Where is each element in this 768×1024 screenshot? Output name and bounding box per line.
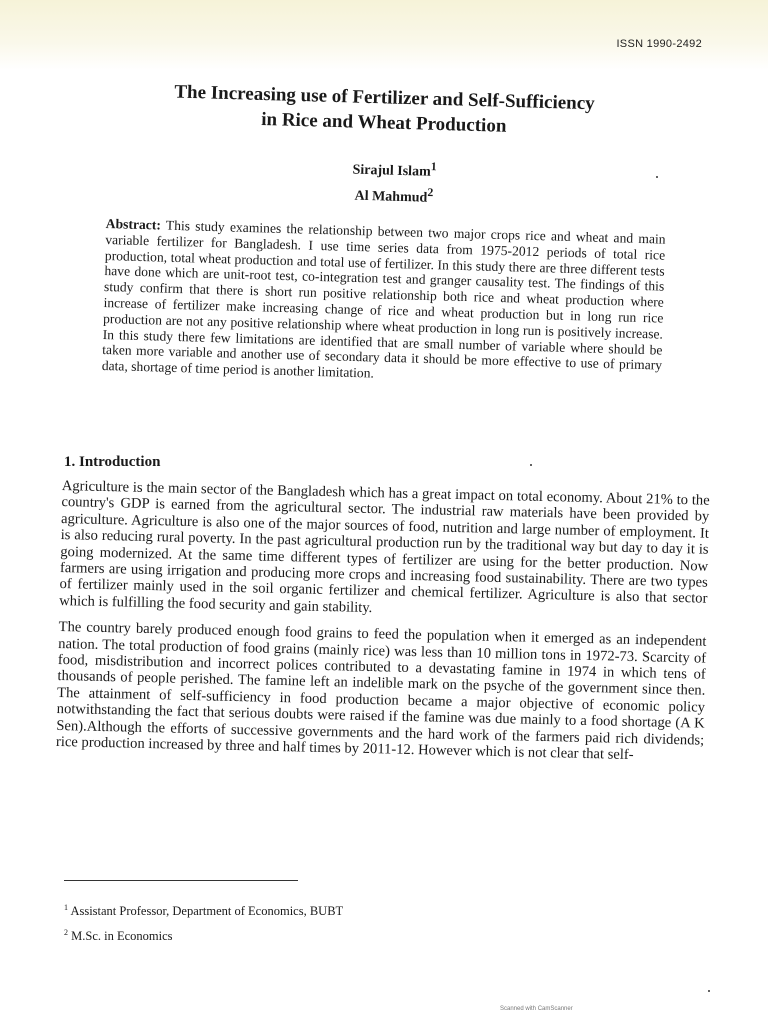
speck [708, 990, 710, 992]
author-block [319, 154, 470, 209]
abstract-label: Abstract: [105, 216, 162, 233]
intro-paragraph-1: Agriculture is the main sector of the Bangladesh which has a great impact on total economy. About 21% to the country's GDP is earned from the agricultural sector. The industrial raw materials have been provided by agriculture. Agriculture is also one of the major sources of food, nutrition and large number of employment. It is also reducing rural poverty. In the past agricultural production run by the traditional way but day to day it is going modernized. At the same time different types of fertilizer are using for the better production. Now farmers are using irrigation and producing more crops and increasing food sustainability. There are two types of fertilizer mainly used in the soil organic fertilizer and chemical fertilizer. Agriculture is also that sector which is fulfilling the food security and gain stability. [59, 478, 710, 616]
speck [656, 176, 658, 178]
author-1: Sirajul Islam$^1$ [352, 160, 437, 180]
author-2-mark: 2 [427, 185, 434, 199]
section-heading-introduction: 1. Introduction [64, 454, 161, 470]
title-line-1: The Increasing use of Fertilizer and Self-Sufficiency [174, 81, 595, 115]
issn-label: ISSN 1990-2492 [616, 38, 702, 50]
abstract [102, 216, 666, 390]
scanner-watermark: Scanned with CamScanner [500, 1006, 573, 1012]
footnotes [64, 897, 343, 947]
introduction-body [56, 478, 710, 775]
paper-title [119, 78, 650, 143]
title-line-2: in Rice and Wheat Production [260, 108, 507, 137]
footnote-2: $^2$ M.Sc. in Economics [64, 928, 173, 944]
abstract-text: This study examines the relationship between two major crops rice and wheat and main variable fertilizer for Bangladesh. I use time series data from 1975-2012 periods of total rice production, total wheat production and total use of fertilizer. In this study there are three different tests have done which are unit-root test, co-integration test and granger causality test. The findings of this study confirm that there is short run positive relationship both rice and wheat production where increase of fertilizer make increasing change of rice and wheat production but in long run rice production are not any positive relationship where wheat production in long run is positively increase. In this study there few limitations are identified that are small number of variable where should be taken more variable and another use of secondary data it should be more effective to use of primary data, shortage of time period is another limitation. [101, 217, 666, 381]
footnote-divider [64, 880, 298, 881]
footnote-1: $^1$ Assistant Professor, Department of Economics, BUBT [64, 903, 344, 919]
author-2: Al Mahmud$^2$ [354, 185, 434, 206]
intro-paragraph-2: The country barely produced enough food grains to feed the population when it emerged as an independent nation. The total production of food grains (mainly rice) was less than 10 million tons in 1972-73. Scarcity of food, misdistribution and incorrect polices contributed to a devastating famine in 1974 in which tens of thousands of people perished. The famine left an indelible mark on the psyche of the government since then. The attainment of self-sufficiency in food production became a major objective of economic policy notwithstanding the fact that serious doubts were raised if the famine was due mainly to a food shortage (A K Sen).Although the efforts of successive governments and the hard work of the farmers paid rich dividends; rice production increased by three and half times by 2011-12. However which is not clear that self- [55, 619, 707, 764]
speck [530, 464, 532, 466]
author-1-mark: 1 [430, 160, 437, 174]
